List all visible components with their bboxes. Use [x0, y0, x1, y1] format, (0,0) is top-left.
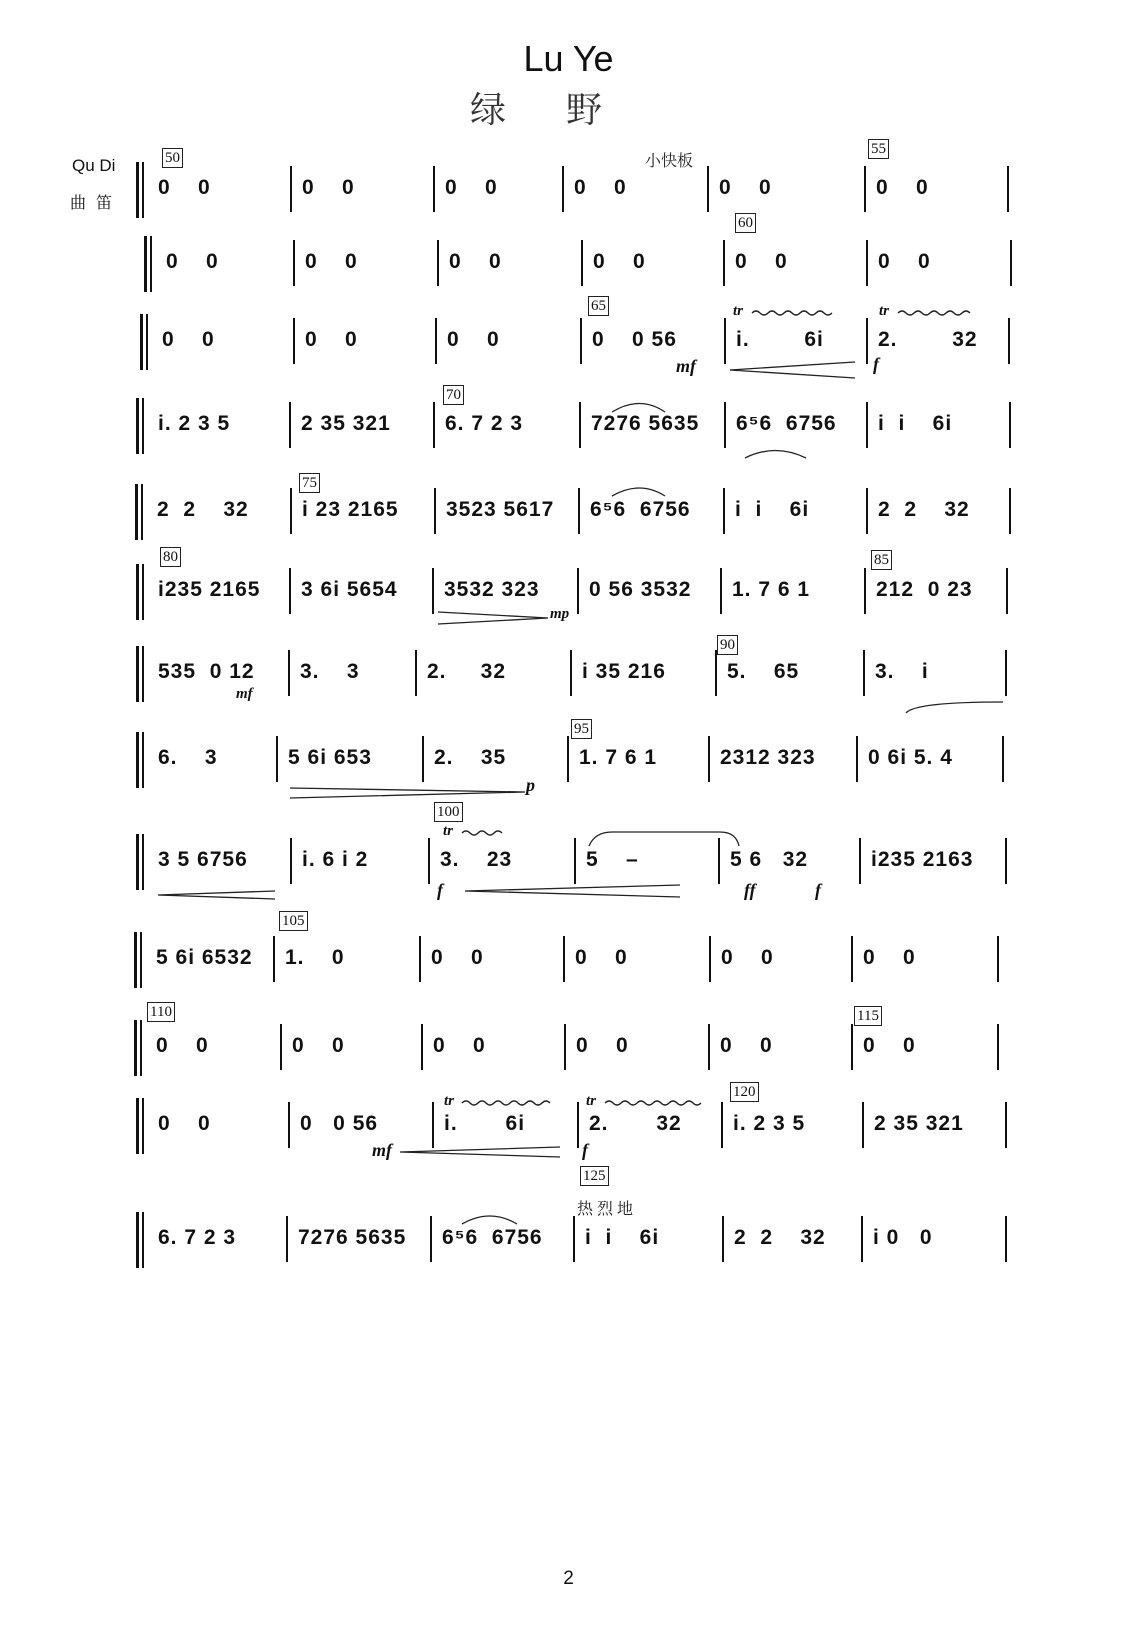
dynamic-f: f	[873, 354, 879, 374]
measure-notes: i i 6i	[585, 1226, 660, 1249]
slur	[589, 832, 739, 846]
measure-number-105: 105	[279, 911, 308, 931]
trill-wave	[752, 311, 832, 315]
hairpin-decrescendo	[290, 788, 525, 798]
measure-notes: 3. 3	[300, 660, 360, 683]
tempo-marking-relie: 热烈地	[577, 1199, 638, 1218]
trill-wave	[462, 1101, 550, 1105]
measure-notes: 0 0	[593, 250, 646, 273]
measure-notes: 0 0	[576, 1034, 629, 1057]
trill-marking: tr	[586, 1093, 597, 1109]
measure-notes: 0 0	[876, 176, 929, 199]
measure-notes: 3. i	[875, 660, 929, 683]
measure-notes: 5 –	[586, 848, 639, 871]
measure-number-95: 95	[571, 719, 592, 739]
measure-notes: 6. 7 2 3	[445, 412, 524, 435]
slur	[745, 451, 806, 459]
measure-notes: 212 0 23	[876, 578, 973, 601]
slur	[612, 404, 665, 413]
measure-notes: i 35 216	[582, 660, 666, 683]
dynamic-f: f	[582, 1140, 588, 1160]
measure-notes: i. 2 3 5	[733, 1112, 806, 1135]
measure-notes: 2. 32	[427, 660, 507, 683]
dynamic-mp: mp	[550, 606, 570, 622]
measure-notes: 2312 323	[720, 746, 816, 769]
measure-notes: i235 2165	[158, 578, 261, 601]
tempo-marking-xiaokuaiban: 小快板	[645, 151, 694, 170]
measure-notes: 3523 5617	[446, 498, 555, 521]
measure-notes: 0 0	[302, 176, 355, 199]
measure-notes: i 0 0	[873, 1226, 933, 1249]
title-chinese: 绿野	[470, 90, 663, 131]
measure-number-60: 60	[735, 213, 756, 233]
measure-notes: i 23 2165	[302, 498, 399, 521]
measure-notes: 0 0	[447, 328, 500, 351]
measure-notes: 0 0	[878, 250, 931, 273]
dynamic-ff: ff	[744, 880, 756, 900]
measure-number-110: 110	[147, 1002, 175, 1022]
measure-number-50: 50	[162, 148, 183, 168]
measure-notes: 535 0 12	[158, 660, 255, 683]
measure-notes: 2 2 32	[734, 1226, 826, 1249]
measure-number-100: 100	[434, 802, 463, 822]
measure-notes: 1. 0	[285, 946, 345, 969]
measure-notes: 0 0	[292, 1034, 345, 1057]
dynamic-mf: mf	[676, 356, 696, 376]
measure-notes: 3. 23	[440, 848, 513, 871]
measure-notes: 2 35 321	[301, 412, 391, 435]
measure-notes: i. 6 i 2	[302, 848, 369, 871]
measure-number-80: 80	[160, 547, 181, 567]
measure-notes: 1. 7 6 1	[732, 578, 811, 601]
measure-notes: 5 6i 6532	[156, 946, 253, 969]
measure-notes: 0 0 56	[300, 1112, 379, 1135]
measure-notes: 0 0	[433, 1034, 486, 1057]
measure-number-55: 55	[868, 139, 889, 159]
dynamic-mf: mf	[372, 1140, 392, 1160]
measure-notes: i. 6i	[444, 1112, 526, 1135]
measure-notes: 6⁵6 6756	[442, 1226, 543, 1249]
measure-notes: 0 0	[735, 250, 788, 273]
measure-notes: 0 0	[575, 946, 628, 969]
measure-number-70: 70	[443, 385, 464, 405]
dynamic-f: f	[815, 880, 821, 900]
title-english: Lu Ye	[523, 38, 614, 79]
measure-notes: 2 2 32	[157, 498, 249, 521]
dynamic-mf: mf	[236, 686, 253, 702]
measure-notes: 0 56 3532	[589, 578, 692, 601]
measure-notes: 0 0	[574, 176, 627, 199]
trill-marking: tr	[443, 823, 454, 839]
hairpin-crescendo	[158, 891, 275, 899]
measure-notes: 2 2 32	[878, 498, 970, 521]
trill-marking: tr	[444, 1093, 455, 1109]
hairpin-decrescendo	[438, 612, 548, 624]
measure-notes: 0 0	[305, 328, 358, 351]
trill-wave	[605, 1101, 701, 1105]
dynamic-f: f	[437, 880, 443, 900]
measure-notes: 2. 32	[878, 328, 978, 351]
measure-notes: i i 6i	[735, 498, 810, 521]
measure-notes: 0 0	[158, 1112, 211, 1135]
measure-number-120: 120	[730, 1082, 759, 1102]
measure-notes: 7276 5635	[298, 1226, 407, 1249]
measure-notes: 0 0	[166, 250, 219, 273]
trill-marking: tr	[879, 303, 890, 319]
measure-notes: 0 0	[721, 946, 774, 969]
measure-notes: 0 0	[305, 250, 358, 273]
instrument-name-chinese: 曲笛	[70, 193, 123, 212]
measure-notes: 3 5 6756	[158, 848, 248, 871]
measure-notes: 5. 65	[727, 660, 800, 683]
measure-notes: 0 0	[719, 176, 772, 199]
measure-notes: 0 0 56	[592, 328, 677, 351]
measure-notes: 6. 3	[158, 746, 218, 769]
measure-notes: 0 0	[449, 250, 502, 273]
measure-notes: 5 6 32	[730, 848, 809, 871]
measure-number-85: 85	[871, 550, 892, 570]
measure-notes: 2. 32	[589, 1112, 682, 1135]
trill-marking: tr	[733, 303, 744, 319]
hairpin-crescendo	[465, 885, 680, 897]
measure-number-65: 65	[588, 296, 609, 316]
measure-notes: i. 2 3 5	[158, 412, 231, 435]
measure-number-75: 75	[299, 473, 320, 493]
page-number: 2	[563, 1568, 574, 1589]
measure-notes: 7276 5635	[591, 412, 700, 435]
measure-notes: 5 6i 653	[288, 746, 372, 769]
trill-wave	[898, 311, 970, 315]
measure-notes: 0 0	[445, 176, 498, 199]
measure-number-115: 115	[854, 1006, 882, 1026]
slur	[462, 1216, 517, 1224]
measure-notes: i235 2163	[871, 848, 974, 871]
measure-notes: 0 0	[431, 946, 484, 969]
measure-notes: 0 0	[158, 176, 211, 199]
measure-notes: 6⁵6 6756	[590, 498, 691, 521]
measure-notes: 0 0	[720, 1034, 773, 1057]
hairpin	[730, 362, 855, 378]
measure-number-90: 90	[717, 635, 738, 655]
dynamic-p: p	[526, 775, 535, 795]
measure-notes: 2. 35	[434, 746, 507, 769]
slur	[612, 488, 665, 496]
measure-number-125: 125	[580, 1166, 609, 1186]
measure-notes: 1. 7 6 1	[579, 746, 658, 769]
measure-notes: 2 35 321	[874, 1112, 964, 1135]
measure-notes: 0 6i 5. 4	[868, 746, 953, 769]
measure-notes: i i 6i	[878, 412, 953, 435]
instrument-name-english: Qu Di	[72, 156, 116, 175]
hairpin-crescendo	[400, 1147, 560, 1157]
measure-notes: 0 0	[156, 1034, 209, 1057]
slur	[906, 702, 1003, 713]
measure-notes: 6. 7 2 3	[158, 1226, 237, 1249]
measure-notes: 0 0	[863, 1034, 916, 1057]
measure-notes: 6⁵6 6756	[736, 412, 837, 435]
measure-notes: 0 0	[162, 328, 215, 351]
measure-notes: 3532 323	[444, 578, 540, 601]
measure-notes: i. 6i	[736, 328, 824, 351]
trill-wave	[462, 831, 502, 835]
measure-notes: 0 0	[863, 946, 916, 969]
measure-notes: 3 6i 5654	[301, 578, 398, 601]
